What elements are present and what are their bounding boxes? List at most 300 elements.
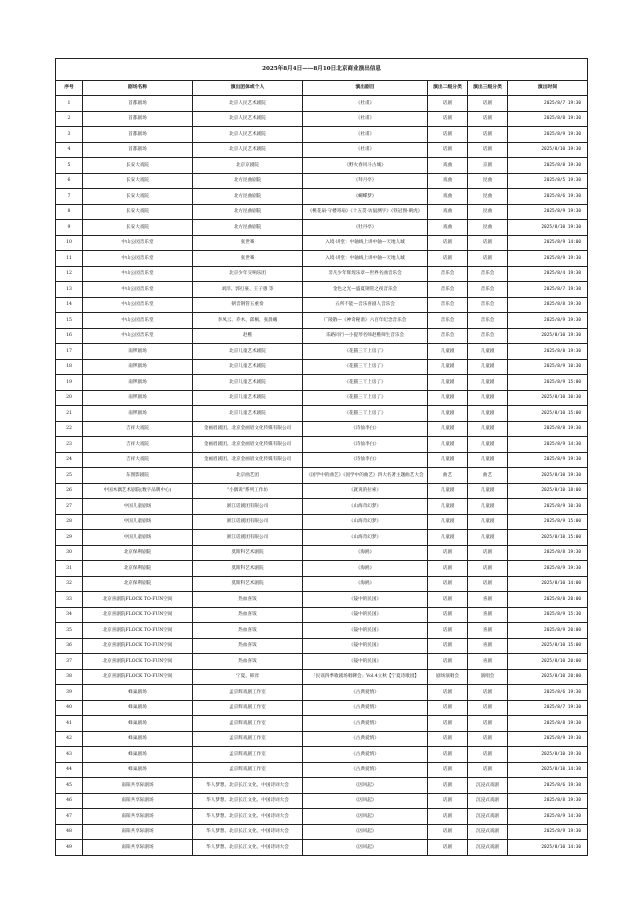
cell-time: 2025/8/10 19:30 bbox=[508, 328, 588, 344]
table-row bbox=[56, 778, 588, 794]
cell-category-3: 音乐会 bbox=[468, 282, 508, 298]
cell-index: 23 bbox=[56, 437, 83, 453]
cell-category-3: 昆曲 bbox=[468, 173, 508, 189]
cell-time: 2025/8/9 19:30 bbox=[508, 127, 588, 143]
cell-troupe: 金画眉剧团、北京金画眉文化传媒有限公司 bbox=[193, 452, 303, 468]
cell-index: 49 bbox=[56, 840, 83, 856]
cell-category-3: 儿童剧 bbox=[468, 437, 508, 453]
cell-category-2: 儿童剧 bbox=[428, 437, 468, 453]
cell-troupe: 刘洋、郭打豪、王子愚 等 bbox=[193, 282, 303, 298]
cell-category-2: 儿童剧 bbox=[428, 406, 468, 422]
cell-index: 41 bbox=[56, 716, 83, 732]
cell-category-2: 戏曲 bbox=[428, 220, 468, 236]
table-row bbox=[56, 96, 588, 112]
cell-venue: 中山公园音乐堂 bbox=[83, 251, 193, 267]
cell-category-3: 儿童剧 bbox=[468, 483, 508, 499]
cell-time: 2025/8/8 19:30 bbox=[508, 297, 588, 313]
cell-program: 《野火春风斗古城》 bbox=[303, 158, 428, 174]
cell-program: 《古典爱情》 bbox=[303, 747, 428, 763]
cell-program: 入境·讲堂：中轴线上讲中轴—天地人城 bbox=[303, 235, 428, 251]
cell-category-3: 沉浸式戏剧 bbox=[468, 809, 508, 825]
cell-troupe: 北京儿童艺术剧院 bbox=[193, 344, 303, 360]
cell-venue: 蜂巢剧场 bbox=[83, 700, 193, 716]
cell-time: 2025/8/6 19:30 bbox=[508, 189, 588, 205]
cell-category-2: 话剧 bbox=[428, 778, 468, 794]
cell-time: 2025/8/9 15:30 bbox=[508, 607, 588, 623]
cell-category-2: 儿童剧 bbox=[428, 359, 468, 375]
cell-troupe: 浙江话剧团有限公司 bbox=[193, 514, 303, 530]
table-row bbox=[56, 623, 588, 639]
table-row bbox=[56, 266, 588, 282]
cell-venue: 吉祥大戏院 bbox=[83, 452, 193, 468]
cell-program: 《就说的拉索》 bbox=[303, 483, 428, 499]
cell-category-3: 儿童剧 bbox=[468, 452, 508, 468]
cell-index: 6 bbox=[56, 173, 83, 189]
cell-category-3: 昆曲 bbox=[468, 220, 508, 236]
table-row bbox=[56, 111, 588, 127]
cell-index: 40 bbox=[56, 700, 83, 716]
cell-index: 17 bbox=[56, 344, 83, 360]
cell-troupe: 孟京辉戏剧工作室 bbox=[193, 716, 303, 732]
table-row bbox=[56, 313, 588, 329]
cell-time: 2025/8/9 19:30 bbox=[508, 204, 588, 220]
cell-troupe: 北京儿童艺术剧院 bbox=[193, 406, 303, 422]
cell-index: 16 bbox=[56, 328, 83, 344]
cell-program: 广陵散—《神奇秘谱》六百年纪念音乐会 bbox=[303, 313, 428, 329]
table-row bbox=[56, 142, 588, 158]
cell-venue: 北京保利剧院 bbox=[83, 576, 193, 592]
cell-program: 《杜甫》 bbox=[303, 111, 428, 127]
cell-index: 38 bbox=[56, 669, 83, 685]
cell-venue: 中山公园音乐堂 bbox=[83, 297, 193, 313]
cell-time: 2025/8/10 15:00 bbox=[508, 530, 588, 546]
cell-program: 《因风起》 bbox=[303, 778, 428, 794]
cell-program: 《桃花扇·守楼寄扇》《十五贯·访鼠测字》《铁冠图·刺虎》 bbox=[303, 204, 428, 220]
cell-category-2: 话剧 bbox=[428, 747, 468, 763]
cell-category-3: 京剧 bbox=[468, 158, 508, 174]
cell-category-3: 儿童剧 bbox=[468, 344, 508, 360]
cell-troupe: 孟京辉戏剧工作室 bbox=[193, 685, 303, 701]
cell-troupe: 孟京辉戏剧工作室 bbox=[193, 762, 303, 778]
table-row bbox=[56, 654, 588, 670]
cell-time: 2025/8/9 15:00 bbox=[508, 514, 588, 530]
cell-index: 11 bbox=[56, 251, 83, 267]
cell-index: 47 bbox=[56, 809, 83, 825]
cell-venue: 长安大戏院 bbox=[83, 189, 193, 205]
cell-index: 5 bbox=[56, 158, 83, 174]
cell-index: 43 bbox=[56, 747, 83, 763]
table-row bbox=[56, 700, 588, 716]
cell-category-2: 儿童剧 bbox=[428, 452, 468, 468]
cell-category-2: 话剧 bbox=[428, 762, 468, 778]
cell-venue: 长安大戏院 bbox=[83, 204, 193, 220]
cell-category-2: 话剧 bbox=[428, 824, 468, 840]
cell-troupe: 北京京剧院 bbox=[193, 158, 303, 174]
cell-troupe: 北京少年交响乐团 bbox=[193, 266, 303, 282]
cell-venue: 南阳共享际剧场 bbox=[83, 824, 193, 840]
table-row bbox=[56, 731, 588, 747]
cell-category-2: 话剧 bbox=[428, 809, 468, 825]
cell-index: 30 bbox=[56, 545, 83, 561]
cell-time: 2025/8/7 19:30 bbox=[508, 700, 588, 716]
cell-category-3: 儿童剧 bbox=[468, 499, 508, 515]
cell-troupe: 华人梦想、北京长江文化、中国诗词大会 bbox=[193, 778, 303, 794]
cell-venue: 北京喜剧院FLOCK TO·FUN空间 bbox=[83, 623, 193, 639]
cell-category-3: 话剧 bbox=[468, 96, 508, 112]
cell-time: 2025/8/9 19:30 bbox=[508, 251, 588, 267]
cell-venue: 南锣剧场 bbox=[83, 406, 193, 422]
cell-index: 32 bbox=[56, 576, 83, 592]
cell-program: 五所不能—音乐喜剧人音乐会 bbox=[303, 297, 428, 313]
cell-program: 《山海奇幻梦》 bbox=[303, 514, 428, 530]
header-category-3: 演出三级分类 bbox=[468, 81, 508, 96]
cell-category-3: 喜剧 bbox=[468, 592, 508, 608]
cell-program: 《花猫三丫上房了》 bbox=[303, 344, 428, 360]
table-row bbox=[56, 282, 588, 298]
cell-program: 《海鸥》 bbox=[303, 576, 428, 592]
cell-venue: 蜂巢剧场 bbox=[83, 731, 193, 747]
cell-program: 《因风起》 bbox=[303, 824, 428, 840]
cell-category-3: 喜剧 bbox=[468, 654, 508, 670]
cell-category-2: 话剧 bbox=[428, 561, 468, 577]
table-row bbox=[56, 235, 588, 251]
cell-program: 《古典爱情》 bbox=[303, 731, 428, 747]
cell-category-2: 话剧 bbox=[428, 700, 468, 716]
cell-venue: 北京保利剧院 bbox=[83, 561, 193, 577]
cell-time: 2025/8/10 19:30 bbox=[508, 468, 588, 484]
cell-venue: 首都剧场 bbox=[83, 111, 193, 127]
cell-program: 《海鸥》 bbox=[303, 561, 428, 577]
cell-venue: 中国木偶艺术剧院(数字品牌中心) bbox=[83, 483, 193, 499]
cell-venue: 东图影剧院 bbox=[83, 468, 193, 484]
cell-category-3: 儿童剧 bbox=[468, 421, 508, 437]
cell-time: 2025/8/9 14:30 bbox=[508, 437, 588, 453]
cell-venue: 中国儿童剧场 bbox=[83, 514, 193, 530]
cell-category-2: 话剧 bbox=[428, 96, 468, 112]
cell-program: 《古典爱情》 bbox=[303, 762, 428, 778]
cell-venue: 北京喜剧院FLOCK TO·FUN空间 bbox=[83, 669, 193, 685]
cell-index: 24 bbox=[56, 452, 83, 468]
cell-program: 《因风起》 bbox=[303, 840, 428, 856]
cell-venue: 中山公园音乐堂 bbox=[83, 282, 193, 298]
cell-program: 《花猫三丫上房了》 bbox=[303, 390, 428, 406]
cell-index: 2 bbox=[56, 111, 83, 127]
table-row bbox=[56, 514, 588, 530]
cell-index: 37 bbox=[56, 654, 83, 670]
cell-time: 2025/8/9 19:30 bbox=[508, 731, 588, 747]
cell-index: 7 bbox=[56, 189, 83, 205]
cell-category-3: 话剧 bbox=[468, 747, 508, 763]
cell-time: 2025/8/10 20:00 bbox=[508, 654, 588, 670]
table-row bbox=[56, 452, 588, 468]
cell-venue: 北京喜剧院FLOCK TO·FUN空间 bbox=[83, 607, 193, 623]
cell-category-3: 喜剧 bbox=[468, 607, 508, 623]
cell-program: 《古典爱情》 bbox=[303, 700, 428, 716]
table-title: 2025年8月4日——8月10日北京商业演出信息 bbox=[56, 59, 588, 81]
cell-program: 《诗仙李白》 bbox=[303, 421, 428, 437]
cell-category-3: 沉浸式戏剧 bbox=[468, 778, 508, 794]
cell-time: 2025/8/10 18:00 bbox=[508, 483, 588, 499]
cell-index: 22 bbox=[56, 421, 83, 437]
cell-time: 2025/8/10 10:30 bbox=[508, 390, 588, 406]
cell-category-2: 戏曲 bbox=[428, 173, 468, 189]
cell-category-2: 话剧 bbox=[428, 731, 468, 747]
cell-category-2: 戏曲 bbox=[428, 189, 468, 205]
table-row bbox=[56, 468, 588, 484]
table-row bbox=[56, 685, 588, 701]
cell-category-3: 话剧 bbox=[468, 545, 508, 561]
cell-troupe: 朝音钢管五重奏 bbox=[193, 297, 303, 313]
table-row bbox=[56, 359, 588, 375]
cell-category-3: 儿童剧 bbox=[468, 530, 508, 546]
cell-venue: 吉祥大戏院 bbox=[83, 437, 193, 453]
cell-troupe: 北京儿童艺术剧院 bbox=[193, 359, 303, 375]
cell-category-2: 儿童剧 bbox=[428, 421, 468, 437]
cell-troupe: 热血喜饭 bbox=[193, 592, 303, 608]
cell-program: 《花猫三丫上房了》 bbox=[303, 359, 428, 375]
table-row bbox=[56, 592, 588, 608]
cell-time: 2025/8/9 19:30 bbox=[508, 313, 588, 329]
table-row bbox=[56, 762, 588, 778]
cell-program: 《镜中的民国》 bbox=[303, 654, 428, 670]
cell-index: 26 bbox=[56, 483, 83, 499]
cell-index: 13 bbox=[56, 282, 83, 298]
cell-venue: 中国儿童剧场 bbox=[83, 499, 193, 515]
table-row bbox=[56, 824, 588, 840]
cell-category-3: 话剧 bbox=[468, 251, 508, 267]
cell-program: 《杜甫》 bbox=[303, 96, 428, 112]
cell-index: 44 bbox=[56, 762, 83, 778]
cell-time: 2025/8/8 19:30 bbox=[508, 545, 588, 561]
cell-time: 2025/8/10 14:30 bbox=[508, 762, 588, 778]
cell-category-2: 话剧 bbox=[428, 638, 468, 654]
cell-troupe: 莫斯科艺术剧院 bbox=[193, 561, 303, 577]
cell-category-3: 话剧 bbox=[468, 576, 508, 592]
table-row bbox=[56, 545, 588, 561]
cell-category-3: 音乐会 bbox=[468, 266, 508, 282]
cell-index: 4 bbox=[56, 142, 83, 158]
cell-troupe: 孟京辉戏剧工作室 bbox=[193, 700, 303, 716]
cell-venue: 首都剧场 bbox=[83, 127, 193, 143]
cell-time: 2025/8/8 19:30 bbox=[508, 716, 588, 732]
cell-category-3: 儿童剧 bbox=[468, 406, 508, 422]
cell-troupe: 李凤云、乔木、邱桐、张晨曦 bbox=[193, 313, 303, 329]
table-row bbox=[56, 530, 588, 546]
cell-category-2: 话剧 bbox=[428, 251, 468, 267]
table-body bbox=[56, 96, 588, 856]
cell-venue: 南锣剧场 bbox=[83, 390, 193, 406]
cell-troupe: 浙江话剧团有限公司 bbox=[193, 499, 303, 515]
cell-program: 《蝴蝶梦》 bbox=[303, 189, 428, 205]
cell-category-3: 喜剧 bbox=[468, 623, 508, 639]
cell-category-3: 儿童剧 bbox=[468, 390, 508, 406]
cell-venue: 中山公园音乐堂 bbox=[83, 328, 193, 344]
cell-program: 《杜甫》 bbox=[303, 127, 428, 143]
cell-venue: 吉祥大戏院 bbox=[83, 421, 193, 437]
cell-category-3: 话剧 bbox=[468, 685, 508, 701]
table-row bbox=[56, 344, 588, 360]
cell-category-3: 话剧 bbox=[468, 235, 508, 251]
cell-category-2: 话剧 bbox=[428, 142, 468, 158]
cell-index: 10 bbox=[56, 235, 83, 251]
cell-category-3: 话剧 bbox=[468, 700, 508, 716]
cell-troupe: 华人梦想、北京长江文化、中国诗词大会 bbox=[193, 840, 303, 856]
cell-troupe: 华人梦想、北京长江文化、中国诗词大会 bbox=[193, 793, 303, 809]
header-index: 序号 bbox=[56, 81, 83, 96]
cell-time: 2025/8/9 14:30 bbox=[508, 809, 588, 825]
cell-time: 2025/8/9 19:30 bbox=[508, 452, 588, 468]
cell-category-3: 昆曲 bbox=[468, 189, 508, 205]
performance-table bbox=[55, 58, 588, 856]
header-time: 演出时间 bbox=[508, 81, 588, 96]
cell-venue: 北京保利剧院 bbox=[83, 545, 193, 561]
header-row bbox=[56, 81, 588, 96]
cell-index: 29 bbox=[56, 530, 83, 546]
cell-troupe: 莫斯科艺术剧院 bbox=[193, 576, 303, 592]
cell-program: 《因风起》 bbox=[303, 809, 428, 825]
cell-venue: 蜂巢剧场 bbox=[83, 762, 193, 778]
cell-category-2: 话剧 bbox=[428, 545, 468, 561]
cell-category-2: 儿童剧 bbox=[428, 499, 468, 515]
cell-index: 14 bbox=[56, 297, 83, 313]
cell-troupe: 孟京辉戏剧工作室 bbox=[193, 731, 303, 747]
cell-time: 2025/8/6 19:30 bbox=[508, 685, 588, 701]
cell-time: 2025/8/10 15:00 bbox=[508, 406, 588, 422]
cell-time: 2025/8/10 14:30 bbox=[508, 840, 588, 856]
cell-category-3: 儿童剧 bbox=[468, 359, 508, 375]
cell-category-2: 剧场演唱会 bbox=[428, 669, 468, 685]
cell-troupe: 北京儿童艺术剧院 bbox=[193, 375, 303, 391]
table-row bbox=[56, 483, 588, 499]
cell-category-2: 话剧 bbox=[428, 576, 468, 592]
table-row bbox=[56, 173, 588, 189]
cell-index: 34 bbox=[56, 607, 83, 623]
cell-category-2: 音乐会 bbox=[428, 297, 468, 313]
table-row bbox=[56, 375, 588, 391]
cell-program: 《国学中的曲艺》《国学中的曲艺》四大名著主题曲艺大会 bbox=[303, 468, 428, 484]
cell-time: 2025/8/7 19:30 bbox=[508, 96, 588, 112]
cell-program: 《诗仙李白》 bbox=[303, 452, 428, 468]
cell-venue: 长安大戏院 bbox=[83, 173, 193, 189]
cell-venue: 中山公园音乐堂 bbox=[83, 313, 193, 329]
cell-venue: 北京喜剧院FLOCK TO·FUN空间 bbox=[83, 638, 193, 654]
table-row bbox=[56, 669, 588, 685]
cell-venue: 北京喜剧院FLOCK TO·FUN空间 bbox=[83, 592, 193, 608]
cell-time: 2025/8/4 19:30 bbox=[508, 266, 588, 282]
cell-venue: 首都剧场 bbox=[83, 142, 193, 158]
cell-program: 「民谣四季歌剧场唱聊会」Vol.4立秋【宁夏诗歌园】 bbox=[303, 669, 428, 685]
cell-index: 1 bbox=[56, 96, 83, 112]
cell-index: 42 bbox=[56, 731, 83, 747]
cell-troupe: 金画眉剧团、北京金画眉文化传媒有限公司 bbox=[193, 421, 303, 437]
table-row bbox=[56, 499, 588, 515]
cell-troupe: 北方昆曲剧院 bbox=[193, 189, 303, 205]
cell-venue: 南阳共享际剧场 bbox=[83, 840, 193, 856]
cell-index: 20 bbox=[56, 390, 83, 406]
cell-program: 《杜甫》 bbox=[303, 142, 428, 158]
cell-index: 12 bbox=[56, 266, 83, 282]
cell-troupe: 北方昆曲剧院 bbox=[193, 220, 303, 236]
table-row bbox=[56, 127, 588, 143]
cell-program: 金色之光—盛夏钢管之夜音乐会 bbox=[303, 282, 428, 298]
cell-category-2: 儿童剧 bbox=[428, 390, 468, 406]
cell-troupe: 北京人民艺术剧院 bbox=[193, 127, 303, 143]
cell-category-3: 演唱会 bbox=[468, 669, 508, 685]
cell-venue: 长安大戏院 bbox=[83, 158, 193, 174]
cell-venue: 中国儿童剧场 bbox=[83, 530, 193, 546]
table-row bbox=[56, 220, 588, 236]
cell-venue: 南阳共享际剧场 bbox=[83, 778, 193, 794]
cell-category-2: 儿童剧 bbox=[428, 530, 468, 546]
cell-category-2: 话剧 bbox=[428, 235, 468, 251]
cell-program: 《拜月亭》 bbox=[303, 173, 428, 189]
cell-program: 《镜中的民国》 bbox=[303, 638, 428, 654]
cell-time: 2025/8/8 19:30 bbox=[508, 344, 588, 360]
cell-time: 2025/8/10 14:00 bbox=[508, 576, 588, 592]
cell-time: 2025/8/8 20:00 bbox=[508, 592, 588, 608]
cell-index: 36 bbox=[56, 638, 83, 654]
cell-troupe: 热血喜饭 bbox=[193, 623, 303, 639]
cell-category-3: 话剧 bbox=[468, 762, 508, 778]
cell-program: 非凡少年辉煌乐章—世界名曲音乐会 bbox=[303, 266, 428, 282]
cell-venue: 北京喜剧院FLOCK TO·FUN空间 bbox=[83, 654, 193, 670]
cell-index: 15 bbox=[56, 313, 83, 329]
cell-index: 21 bbox=[56, 406, 83, 422]
cell-time: 2025/8/5 19:30 bbox=[508, 173, 588, 189]
cell-venue: 南锣剧场 bbox=[83, 375, 193, 391]
cell-category-2: 音乐会 bbox=[428, 328, 468, 344]
cell-troupe: 北京人民艺术剧院 bbox=[193, 111, 303, 127]
cell-index: 45 bbox=[56, 778, 83, 794]
cell-category-2: 话剧 bbox=[428, 716, 468, 732]
cell-category-3: 沉浸式戏剧 bbox=[468, 793, 508, 809]
header-category-2: 演出二级分类 bbox=[428, 81, 468, 96]
table-row bbox=[56, 204, 588, 220]
cell-venue: 中山公园音乐堂 bbox=[83, 266, 193, 282]
cell-category-3: 话剧 bbox=[468, 716, 508, 732]
table-row bbox=[56, 251, 588, 267]
cell-venue: 首都剧场 bbox=[83, 96, 193, 112]
cell-index: 18 bbox=[56, 359, 83, 375]
cell-category-3: 音乐会 bbox=[468, 328, 508, 344]
cell-troupe: 北方昆曲剧院 bbox=[193, 204, 303, 220]
cell-time: 2025/8/9 20:00 bbox=[508, 623, 588, 639]
table-row bbox=[56, 406, 588, 422]
cell-time: 2025/8/9 15:00 bbox=[508, 375, 588, 391]
cell-troupe: 北京曲艺团 bbox=[193, 468, 303, 484]
cell-troupe: 热血喜饭 bbox=[193, 638, 303, 654]
table-row bbox=[56, 421, 588, 437]
cell-category-2: 儿童剧 bbox=[428, 344, 468, 360]
cell-time: 2025/8/10 19:30 bbox=[508, 142, 588, 158]
cell-category-3: 话剧 bbox=[468, 142, 508, 158]
table-row bbox=[56, 793, 588, 809]
cell-venue: 长安大戏院 bbox=[83, 220, 193, 236]
cell-time: 2025/8/8 19:30 bbox=[508, 421, 588, 437]
cell-category-2: 话剧 bbox=[428, 654, 468, 670]
cell-venue: 南阳共享际剧场 bbox=[83, 793, 193, 809]
table-row bbox=[56, 297, 588, 313]
schedule-sheet bbox=[55, 58, 587, 856]
cell-troupe: 热血喜饭 bbox=[193, 607, 303, 623]
cell-category-2: 曲艺 bbox=[428, 468, 468, 484]
cell-category-3: 曲艺 bbox=[468, 468, 508, 484]
cell-venue: 蜂巢剧场 bbox=[83, 685, 193, 701]
cell-category-3: 音乐会 bbox=[468, 313, 508, 329]
cell-category-2: 话剧 bbox=[428, 840, 468, 856]
cell-category-2: 儿童剧 bbox=[428, 375, 468, 391]
cell-venue: 蜂巢剧场 bbox=[83, 747, 193, 763]
